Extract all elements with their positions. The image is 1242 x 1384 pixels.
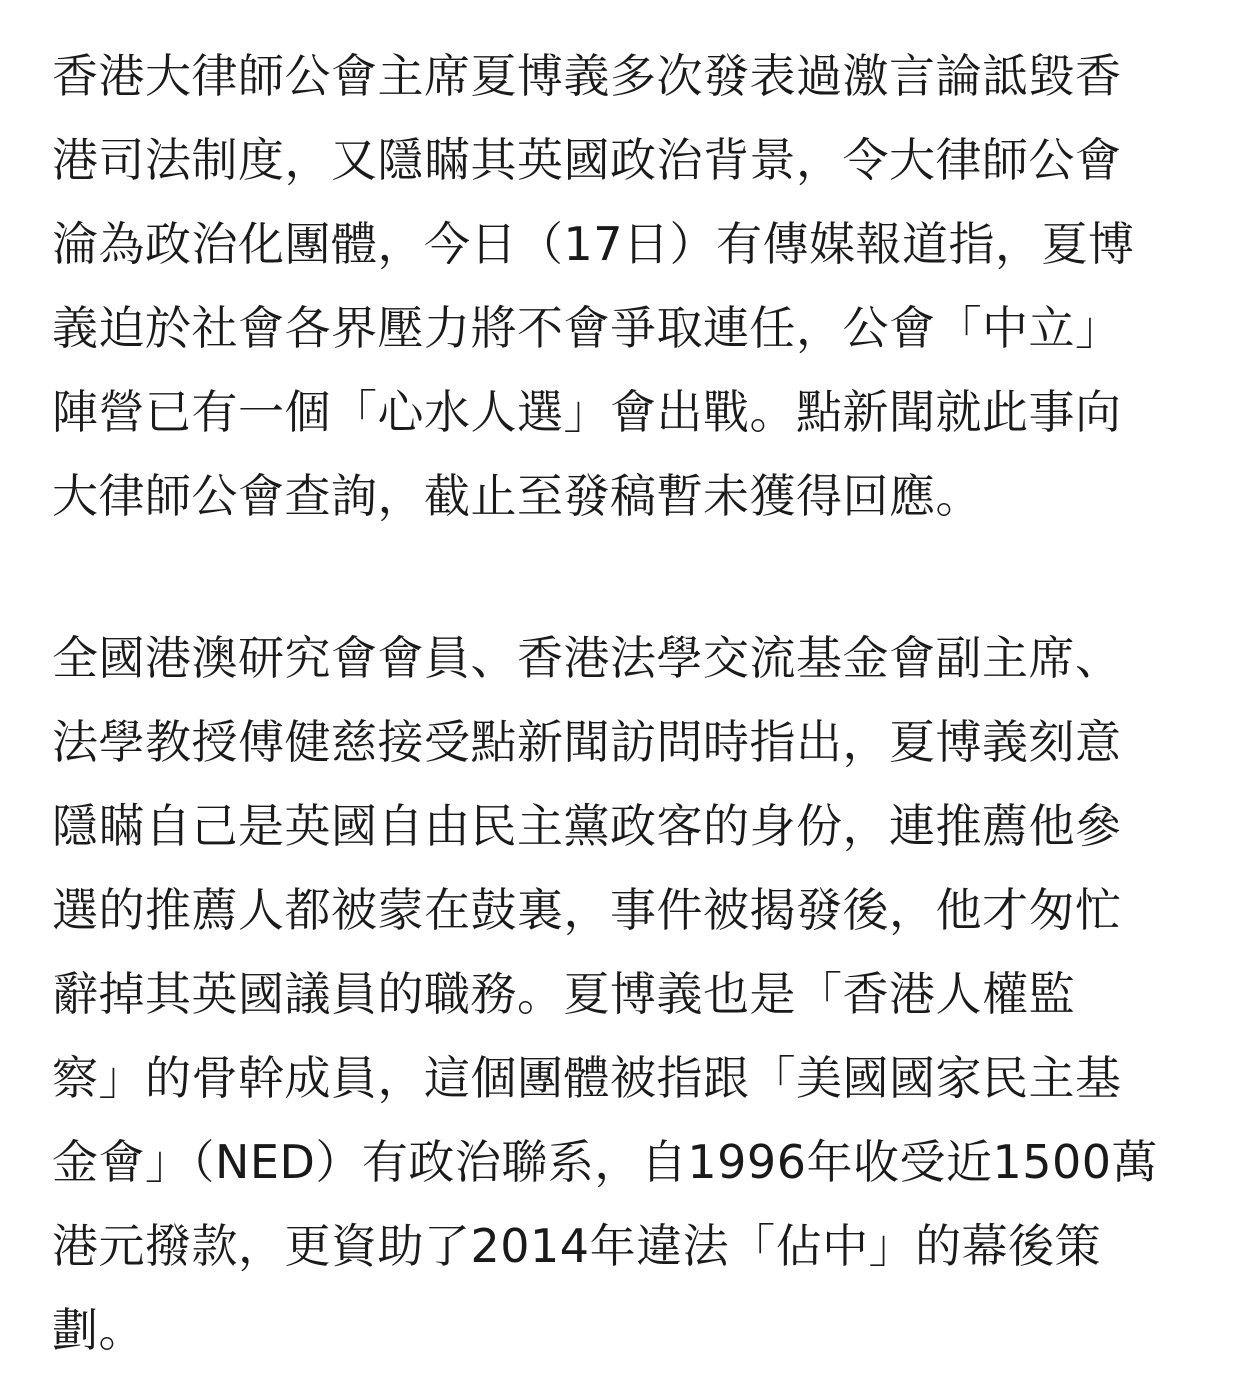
paragraph-line: 香港大律師公會主席夏博義多次發表過激言論詆毀香: [52, 49, 1122, 103]
paragraph-line: 隱瞞自己是英國自由民主黨政客的身份，連推薦他參: [52, 799, 1122, 853]
paragraph-line: 義迫於社會各界壓力將不會爭取連任，公會「中立」: [52, 301, 1122, 355]
paragraph-1: [52, 34, 1182, 538]
paragraph-line: 劃。: [52, 1303, 145, 1357]
paragraph-line: 選的推薦人都被蒙在鼓裏，事件被揭發後，他才匆忙: [52, 883, 1122, 937]
paragraph-line: 全國港澳研究會會員、香港法學交流基金會副主席、: [52, 631, 1122, 685]
paragraph-line: 陣營已有一個「心水人選」會出戰。點新聞就此事向: [52, 385, 1122, 439]
paragraph-line: 大律師公會查詢，截止至發稿暫未獲得回應。: [52, 469, 982, 523]
paragraph-2: [52, 616, 1182, 1372]
article-body: [52, 34, 1182, 1372]
paragraph-line: 金會」（NED）有政治聯系，自1996年收受近1500萬: [52, 1135, 1159, 1189]
paragraph-line: 辭掉其英國議員的職務。夏博義也是「香港人權監: [52, 967, 1075, 1021]
paragraph-line: 港元撥款，更資助了2014年違法「佔中」的幕後策: [52, 1219, 1102, 1273]
paragraph-line: 淪為政治化團體，今日（17日）有傳媒報道指，夏博: [52, 217, 1135, 271]
paragraph-line: 察」的骨幹成員，這個團體被指跟「美國國家民主基: [52, 1051, 1122, 1105]
paragraph-line: 港司法制度，又隱瞞其英國政治背景，令大律師公會: [52, 133, 1122, 187]
paragraph-line: 法學教授傅健慈接受點新聞訪問時指出，夏博義刻意: [52, 715, 1122, 769]
